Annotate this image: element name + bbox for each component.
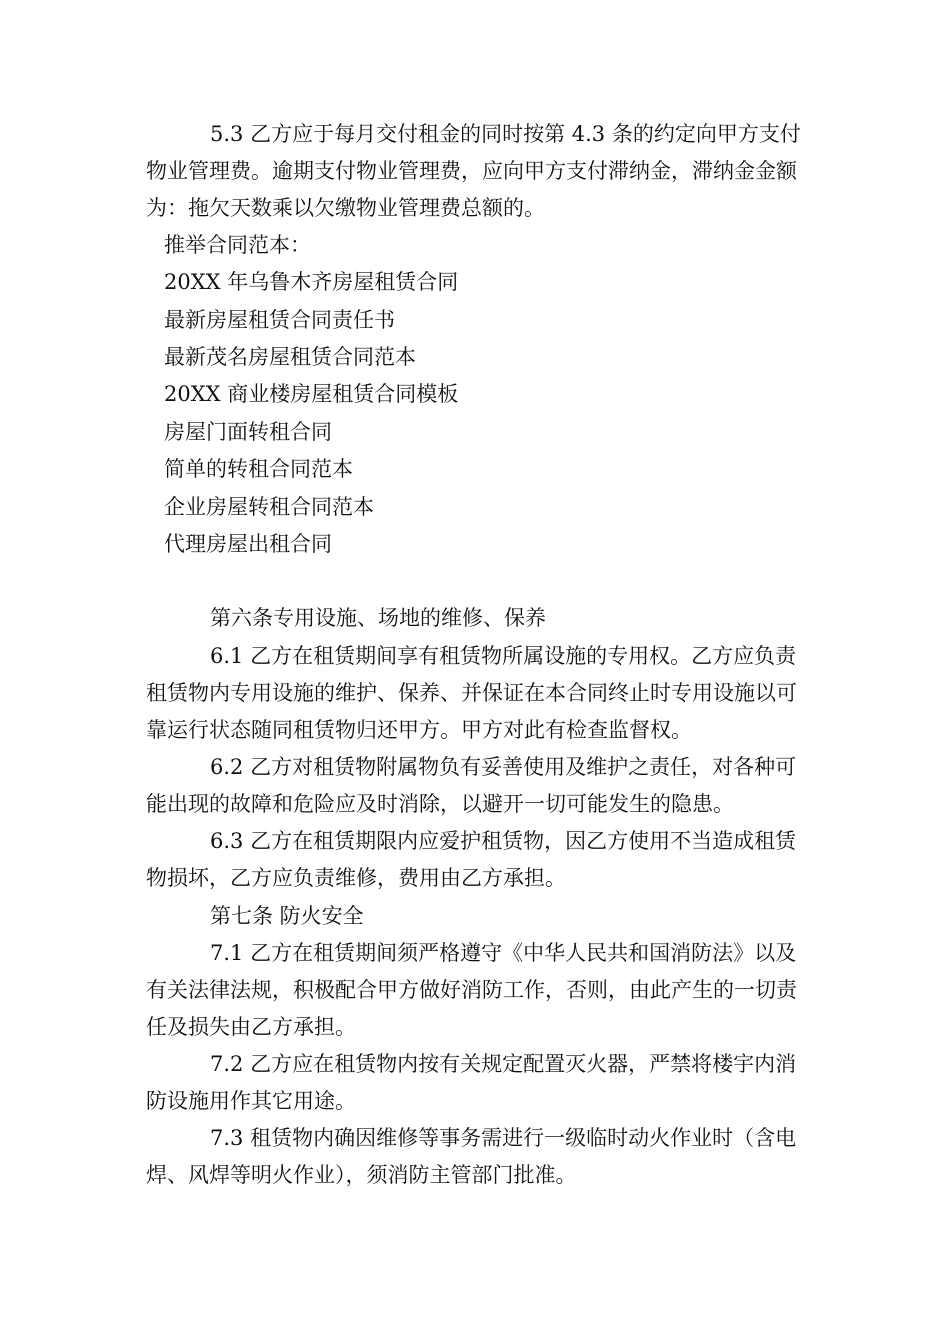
clause-7-1: 7.1 乙方在租赁期间须严格遵守《中华人民共和国消防法》以及有关法律法规，积极配合甲方做好消防工作，否则，由此产生的一切责任及损失由乙方承担。: [146, 941, 797, 1039]
recommend-item: 企业房屋转租合同范本: [164, 495, 374, 519]
recommend-item: 最新房屋租赁合同责任书: [164, 308, 395, 332]
article-6-title: 第六条专用设施、场地的维修、保养: [210, 606, 546, 630]
clause-5-3: 5.3 乙方应于每月交付租金的同时按第 4.3 条的约定向甲方支付物业管理费。逾期支付物业管理费，应向甲方支付滞纳金，滞纳金金额为：拖欠天数乘以欠缴物业管理费总额的。: [146, 122, 801, 220]
recommend-item: 20XX 商业楼房屋租赁合同模板: [164, 382, 459, 406]
clause-6-1: 6.1 乙方在租赁期间享有租赁物所属设施的专用权。乙方应负责租赁物内专用设施的维护、保养、并保证在本合同终止时专用设施以可靠运行状态随同租赁物归还甲方。甲方对此有检查监督权。: [146, 644, 797, 742]
recommend-item: 房屋门面转租合同: [164, 420, 332, 444]
clause-7-2: 7.2 乙方应在租赁物内按有关规定配置灭火器，严禁将楼宇内消防设施用作其它用途。: [146, 1052, 797, 1113]
recommend-item: 20XX 年乌鲁木齐房屋租赁合同: [164, 270, 459, 294]
article-7-title: 第七条 防火安全: [210, 904, 364, 928]
recommend-item: 代理房屋出租合同: [164, 532, 332, 556]
recommend-item: 最新茂名房屋租赁合同范本: [164, 345, 416, 369]
recommend-item: 简单的转租合同范本: [164, 457, 353, 481]
clause-6-3: 6.3 乙方在租赁期限内应爱护租赁物，因乙方使用不当造成租赁物损坏，乙方应负责维修，费用由乙方承担。: [146, 829, 797, 890]
clause-7-3: 7.3 租赁物内确因维修等事务需进行一级临时动火作业时（含电焊、风焊等明火作业），须消防主管部门批准。: [146, 1126, 797, 1187]
recommend-heading: 推举合同范本：: [164, 233, 311, 257]
clause-6-2: 6.2 乙方对租赁物附属物负有妥善使用及维护之责任，对各种可能出现的故障和危险应及时消除，以避开一切可能发生的隐患。: [146, 755, 797, 816]
